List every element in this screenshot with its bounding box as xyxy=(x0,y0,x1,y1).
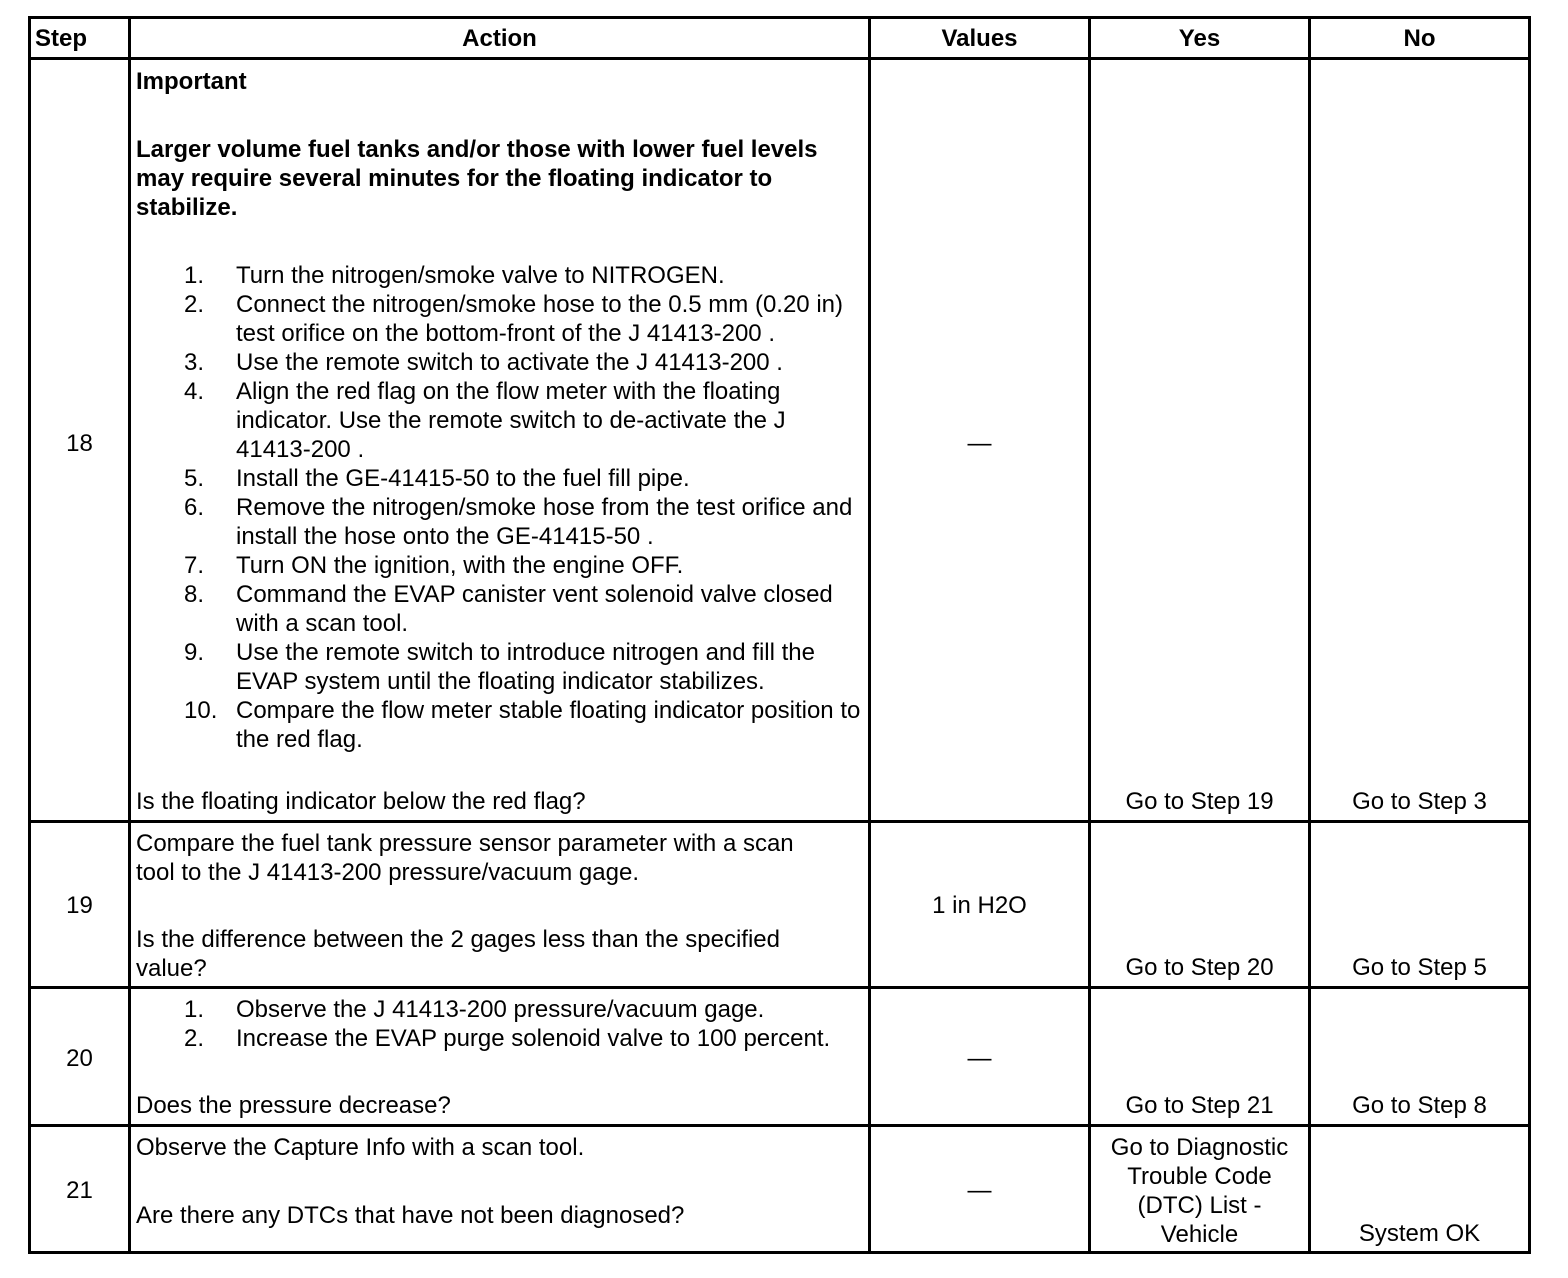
value-cell: 1 in H2O xyxy=(932,892,1027,919)
no-cell: Go to Step 3 xyxy=(1352,788,1487,815)
list-item: 3. Use the remote switch to activate the J 41413-200 . xyxy=(184,349,783,376)
header-no: No xyxy=(1403,25,1436,52)
row-divider xyxy=(31,57,1528,60)
question-text: Is the floating indicator below the red flag? xyxy=(136,788,586,815)
row-divider xyxy=(31,986,1528,989)
yes-cell: Go to Step 19 xyxy=(1125,788,1274,815)
list-item: 7. Turn ON the ignition, with the engine OFF. xyxy=(184,552,684,579)
step-number: 20 xyxy=(66,1045,93,1072)
row-divider xyxy=(31,1124,1528,1127)
header-values: Values xyxy=(941,25,1018,52)
list-item: 9. Use the remote switch to introduce nitrogen and fill the EVAP system until the floating indicator stabilizes. xyxy=(184,639,815,695)
important-note: Larger volume fuel tanks and/or those with lower fuel levels may require several minutes for the floating indicator to stabilize. xyxy=(136,136,818,221)
list-item: 10. Compare the flow meter stable floating indicator position to the red flag. xyxy=(184,697,861,753)
value-cell: — xyxy=(967,1045,992,1072)
list-item: 5. Install the GE-41415-50 to the fuel fill pipe. xyxy=(184,465,690,492)
step-number: 18 xyxy=(66,430,93,457)
action-text: Compare the fuel tank pressure sensor parameter with a scan tool to the J 41413-200 pressure/vacuum gage. xyxy=(136,830,794,886)
list-item: 2. Increase the EVAP purge solenoid valve to 100 percent. xyxy=(184,1025,831,1052)
list-item: 1. Observe the J 41413-200 pressure/vacuum gage. xyxy=(184,996,765,1023)
diagnostic-table xyxy=(28,16,1531,1254)
list-item: 8. Command the EVAP canister vent solenoid valve closed with a scan tool. xyxy=(184,581,833,637)
question-text: Is the difference between the 2 gages less than the specified value? xyxy=(136,926,780,982)
question-text: Are there any DTCs that have not been diagnosed? xyxy=(136,1202,685,1229)
value-cell: — xyxy=(967,430,992,457)
header-step: Step xyxy=(35,25,88,52)
no-cell: Go to Step 8 xyxy=(1352,1092,1487,1119)
header-action: Action xyxy=(462,25,537,52)
action-cell xyxy=(136,67,866,754)
procedure-list xyxy=(136,261,866,754)
step-number: 21 xyxy=(66,1177,93,1204)
no-cell: System OK xyxy=(1358,1220,1481,1247)
header-yes: Yes xyxy=(1178,25,1221,52)
column-divider xyxy=(1088,19,1091,1251)
action-text: Observe the Capture Info with a scan tool. xyxy=(136,1134,585,1161)
question-text: Does the pressure decrease? xyxy=(136,1092,451,1119)
action-cell xyxy=(136,995,866,1053)
list-item: 2. Connect the nitrogen/smoke hose to the 0.5 mm (0.20 in) test orifice on the bottom-front of the J 41413-200 . xyxy=(184,291,843,347)
value-cell: — xyxy=(967,1177,992,1204)
procedure-list xyxy=(136,995,866,1053)
column-divider xyxy=(128,19,131,1251)
no-cell: Go to Step 5 xyxy=(1352,954,1487,981)
yes-cell: Go to Diagnostic Trouble Code (DTC) List - Vehicle xyxy=(1110,1134,1289,1248)
step-number: 19 xyxy=(66,892,93,919)
list-item: 1. Turn the nitrogen/smoke valve to NITROGEN. xyxy=(184,262,725,289)
column-divider xyxy=(1308,19,1311,1251)
important-label: Important xyxy=(136,68,247,95)
yes-cell: Go to Step 21 xyxy=(1125,1092,1274,1119)
yes-cell: Go to Step 20 xyxy=(1125,954,1274,981)
row-divider xyxy=(31,820,1528,823)
list-item: 4. Align the red flag on the flow meter with the floating indicator. Use the remote switch to de-activate the J 41413-200 . xyxy=(184,378,786,463)
list-item: 6. Remove the nitrogen/smoke hose from the test orifice and install the hose onto the GE-41415-50 . xyxy=(184,494,853,550)
